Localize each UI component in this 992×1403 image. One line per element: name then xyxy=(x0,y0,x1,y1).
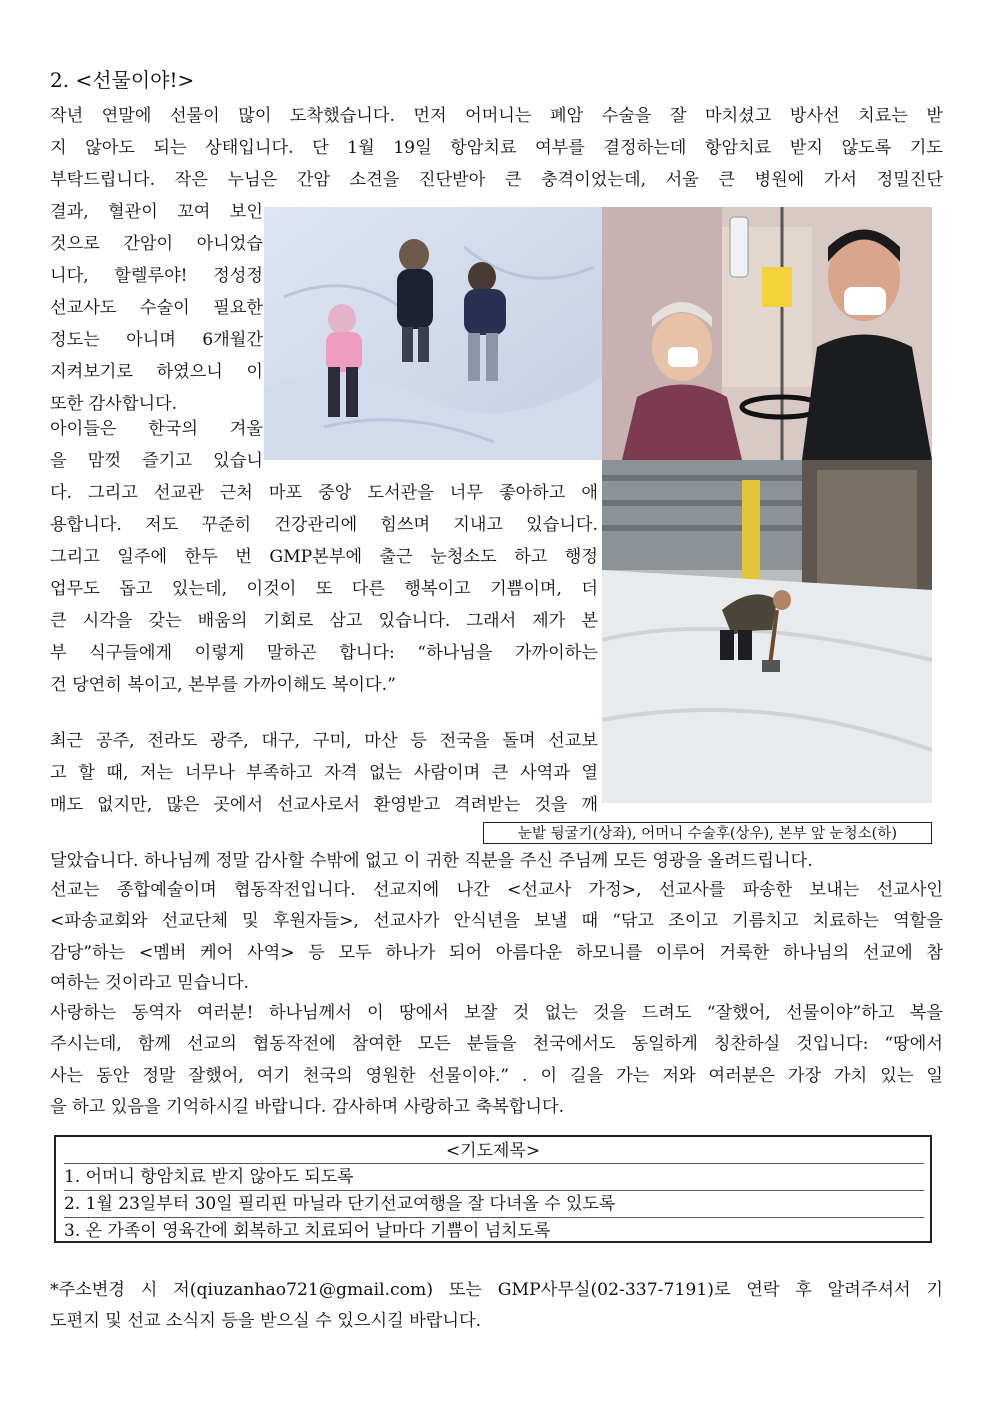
text-line: 을 맘껏 즐기고 있습니 xyxy=(50,451,263,471)
prayer-box xyxy=(54,1135,932,1243)
text-line: 또한 감사합니다. xyxy=(50,394,178,414)
photo-caption: 눈밭 뒹굴기(상좌), 어머니 수술후(상우), 본부 앞 눈청소(하) xyxy=(483,822,932,844)
text-line: 고 할 때, 저는 너무나 부족하고 자격 없는 사람이며 큰 사역과 열 xyxy=(50,763,598,783)
text-line: 최근 공주, 전라도 광주, 대구, 구미, 마산 등 전국을 돌며 선교보 xyxy=(50,731,598,751)
text-line: 정도는 아니며 6개월간 xyxy=(50,330,263,350)
text-line: 여하는 것이라고 믿습니다. xyxy=(50,973,250,993)
photo-hospital xyxy=(602,207,932,460)
text-line: 니다, 할렐루야! 정성정 xyxy=(50,266,263,286)
photo-snow-cleaning xyxy=(602,460,932,803)
text-line: 을 하고 있음을 기억하시길 바랍니다. 감사하며 사랑하고 축복합니다. xyxy=(50,1097,565,1117)
photo-snow-angels xyxy=(264,207,602,460)
text-line: 매도 없지만, 많은 곳에서 선교사로서 환영받고 격려받는 것을 깨 xyxy=(50,795,598,815)
prayer-item: 3. 온 가족이 영육간에 회복하고 치료되어 날마다 기쁨이 넘치도록 xyxy=(64,1217,924,1244)
text-line: 것으로 간암이 아니었습 xyxy=(50,234,263,254)
prayer-item: 1. 어머니 항암치료 받지 않아도 되도록 xyxy=(64,1163,924,1190)
text-line: 주시는데, 함께 선교의 협동작전에 참여한 모든 분들을 천국에서도 동일하게 칭찬하실 것입니다: “땅에서 xyxy=(50,1034,943,1054)
section-heading: 2. <선물이야!> xyxy=(50,68,195,92)
text-line: 사랑하는 동역자 여러분! 하나님께서 이 땅에서 보잘 것 없는 것을 드려도 “잘했어, 선물이야”하고 복을 xyxy=(50,1003,943,1023)
text-line: 그리고 일주에 한두 번 GMP본부에 출근 눈청소도 하고 행정 xyxy=(50,547,598,567)
text-line: 지켜보기로 하였으니 이 xyxy=(50,362,263,382)
text-line: 감당”하는 <멤버 케어 사역> 등 모두 하나가 되어 아름다운 하모니를 이루어 거룩한 하나님의 선교에 참 xyxy=(50,943,943,963)
footnote-line: 도편지 및 선교 소식지 등을 받으실 수 있으시길 바랍니다. xyxy=(50,1311,482,1331)
text-line: 아이들은 한국의 겨울 xyxy=(50,419,263,439)
text-line: 선교사도 수술이 필요한 xyxy=(50,298,263,318)
text-line: 건 당연히 복이고, 본부를 가까이해도 복이다.” xyxy=(50,675,396,695)
text-line: 다. 그리고 선교관 근처 마포 중앙 도서관을 너무 좋아하고 애 xyxy=(50,483,598,503)
text-line: 사는 동안 정말 잘했어, 여기 천국의 영원한 선물이야.” . 이 길을 가는 저와 여러분은 가장 가치 있는 일 xyxy=(50,1066,943,1086)
text-line: <파송교회와 선교단체 및 후원자들>, 선교사가 안식년을 보낼 때 “닦고 조이고 기름치고 치료하는 역할을 xyxy=(50,911,943,931)
prayer-item: 2. 1월 23일부터 30일 필리핀 마닐라 단기선교여행을 잘 다녀올 수 있도록 xyxy=(64,1190,924,1217)
text-line: 작년 연말에 선물이 많이 도착했습니다. 먼저 어머니는 폐암 수술을 잘 마치셨고 방사선 치료는 받 xyxy=(50,106,943,126)
footnote-line: *주소변경 시 저(qiuzanhao721@gmail.com) 또는 GMP사무실(02-337-7191)로 연락 후 알려주셔서 기 xyxy=(50,1280,943,1300)
text-line: 용합니다. 저도 꾸준히 건강관리에 힘쓰며 지내고 있습니다. xyxy=(50,515,598,535)
text-line: 결과, 혈관이 꼬여 보인 xyxy=(50,202,263,222)
text-line: 부 식구들에게 이렇게 말하곤 합니다: “하나님을 가까이하는 xyxy=(50,643,598,663)
prayer-title: <기도제목> xyxy=(445,1141,541,1161)
text-line: 업무도 돕고 있는데, 이것이 또 다른 행복이고 기쁨이며, 더 xyxy=(50,579,598,599)
text-line: 큰 시각을 갖는 배움의 기회로 삼고 있습니다. 그래서 제가 본 xyxy=(50,611,598,631)
text-line: 선교는 종합예술이며 협동작전입니다. 선교지에 나간 <선교사 가정>, 선교사를 파송한 보내는 선교사인 xyxy=(50,880,943,900)
text-line: 지 않아도 되는 상태입니다. 단 1월 19일 항암치료 여부를 결정하는데 항암치료 받지 않도록 기도 xyxy=(50,138,943,158)
text-line: 부탁드립니다. 작은 누님은 간암 소견을 진단받아 큰 충격이었는데, 서울 큰 병원에 가서 정밀진단 xyxy=(50,170,943,190)
text-line: 달았습니다. 하나님께 정말 감사할 수밖에 없고 이 귀한 직분을 주신 주님께 모든 영광을 올려드립니다. xyxy=(50,851,813,871)
